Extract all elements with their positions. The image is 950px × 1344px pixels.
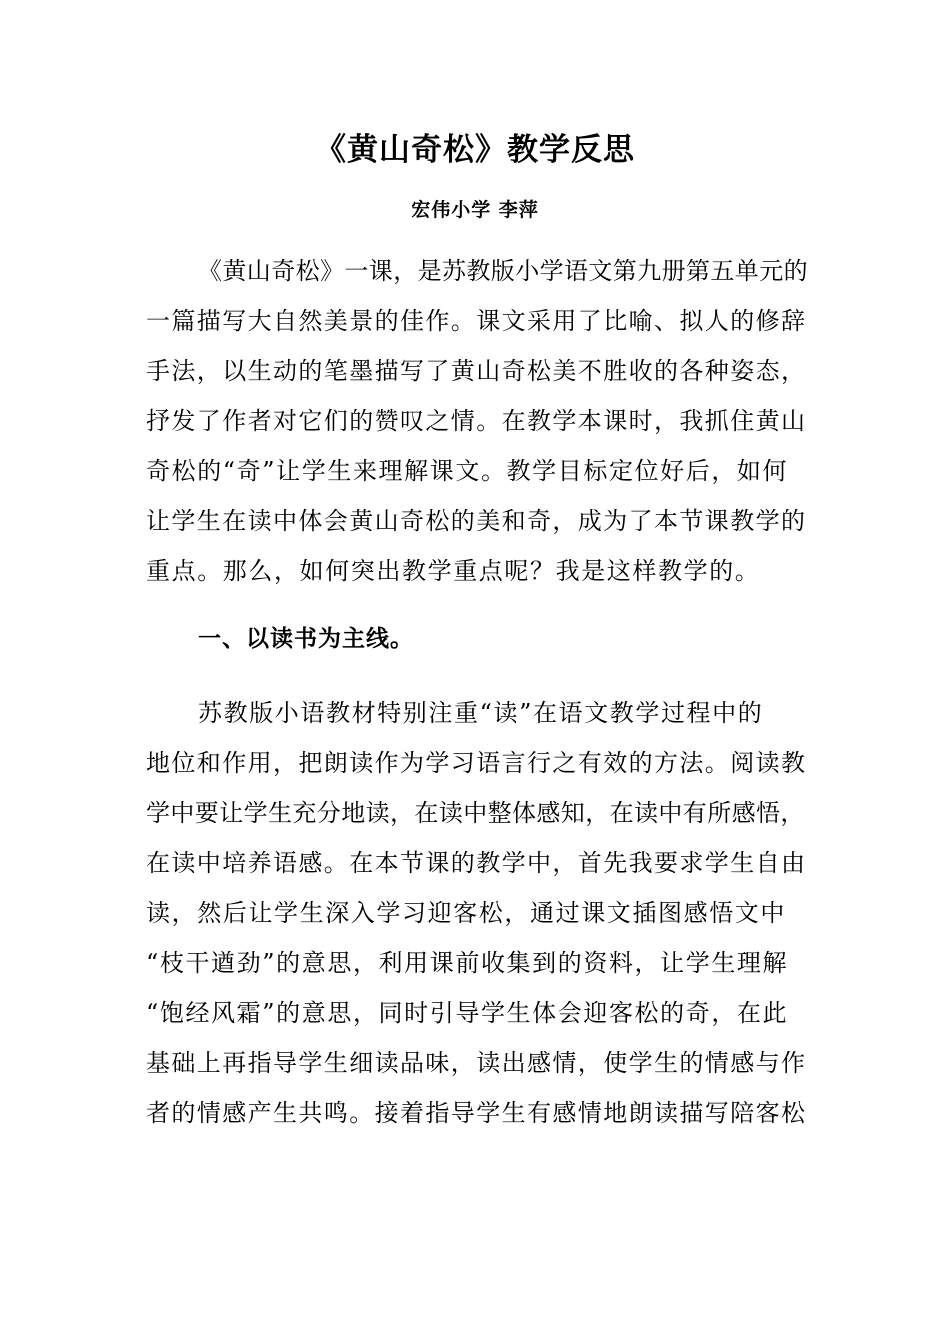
- paragraph-line: 在读中培养语感。在本节课的教学中，首先我要求学生自由: [146, 849, 807, 877]
- paragraph-line: 学中要让学生充分地读，在读中整体感知，在读中有所感悟，: [146, 799, 805, 827]
- document-author: 宏伟小学 李萍: [411, 199, 539, 221]
- document-title: 《黄山奇松》教学反思: [315, 132, 635, 168]
- paragraph-line: 一篇描写大自然美景的佳作。课文采用了比喻、拟人的修辞: [146, 307, 807, 335]
- paragraph-line: 《黄山奇松》一课，是苏教版小学语文第九册第五单元的: [198, 257, 808, 285]
- paragraph-line: 基础上再指导学生细读品味，读出感情，使学生的情感与作: [146, 1049, 807, 1077]
- paragraph-line: 让学生在读中体会黄山奇松的美和奇，成为了本节课教学的: [146, 507, 807, 535]
- paragraph-line: 重点。那么，如何突出教学重点呢？我是这样教学的。: [146, 557, 761, 585]
- paragraph-line: 手法，以生动的笔墨描写了黄山奇松美不胜收的各种姿态，: [146, 357, 807, 385]
- paragraph-line: “枝干遒劲”的意思，利用课前收集到的资料，让学生理解: [146, 949, 789, 977]
- paragraph-line: 抒发了作者对它们的赞叹之情。在教学本课时，我抓住黄山: [146, 407, 807, 435]
- paragraph-line: 者的情感产生共鸣。接着指导学生有感情地朗读描写陪客松: [146, 1099, 807, 1127]
- paragraph-line: 苏教版小语教材特别注重“读”在语文教学过程中的: [198, 699, 764, 727]
- paragraph-line: 奇松的“奇”让学生来理解课文。教学目标定位好后，如何: [146, 457, 789, 485]
- section-heading: 一、以读书为主线。: [198, 626, 414, 652]
- paragraph-line: “饱经风霜”的意思，同时引导学生体会迎客松的奇，在此: [146, 999, 789, 1027]
- paragraph-line: 读，然后让学生深入学习迎客松，通过课文插图感悟文中: [146, 899, 786, 927]
- paragraph-line: 地位和作用，把朗读作为学习语言行之有效的方法。阅读教: [146, 749, 807, 777]
